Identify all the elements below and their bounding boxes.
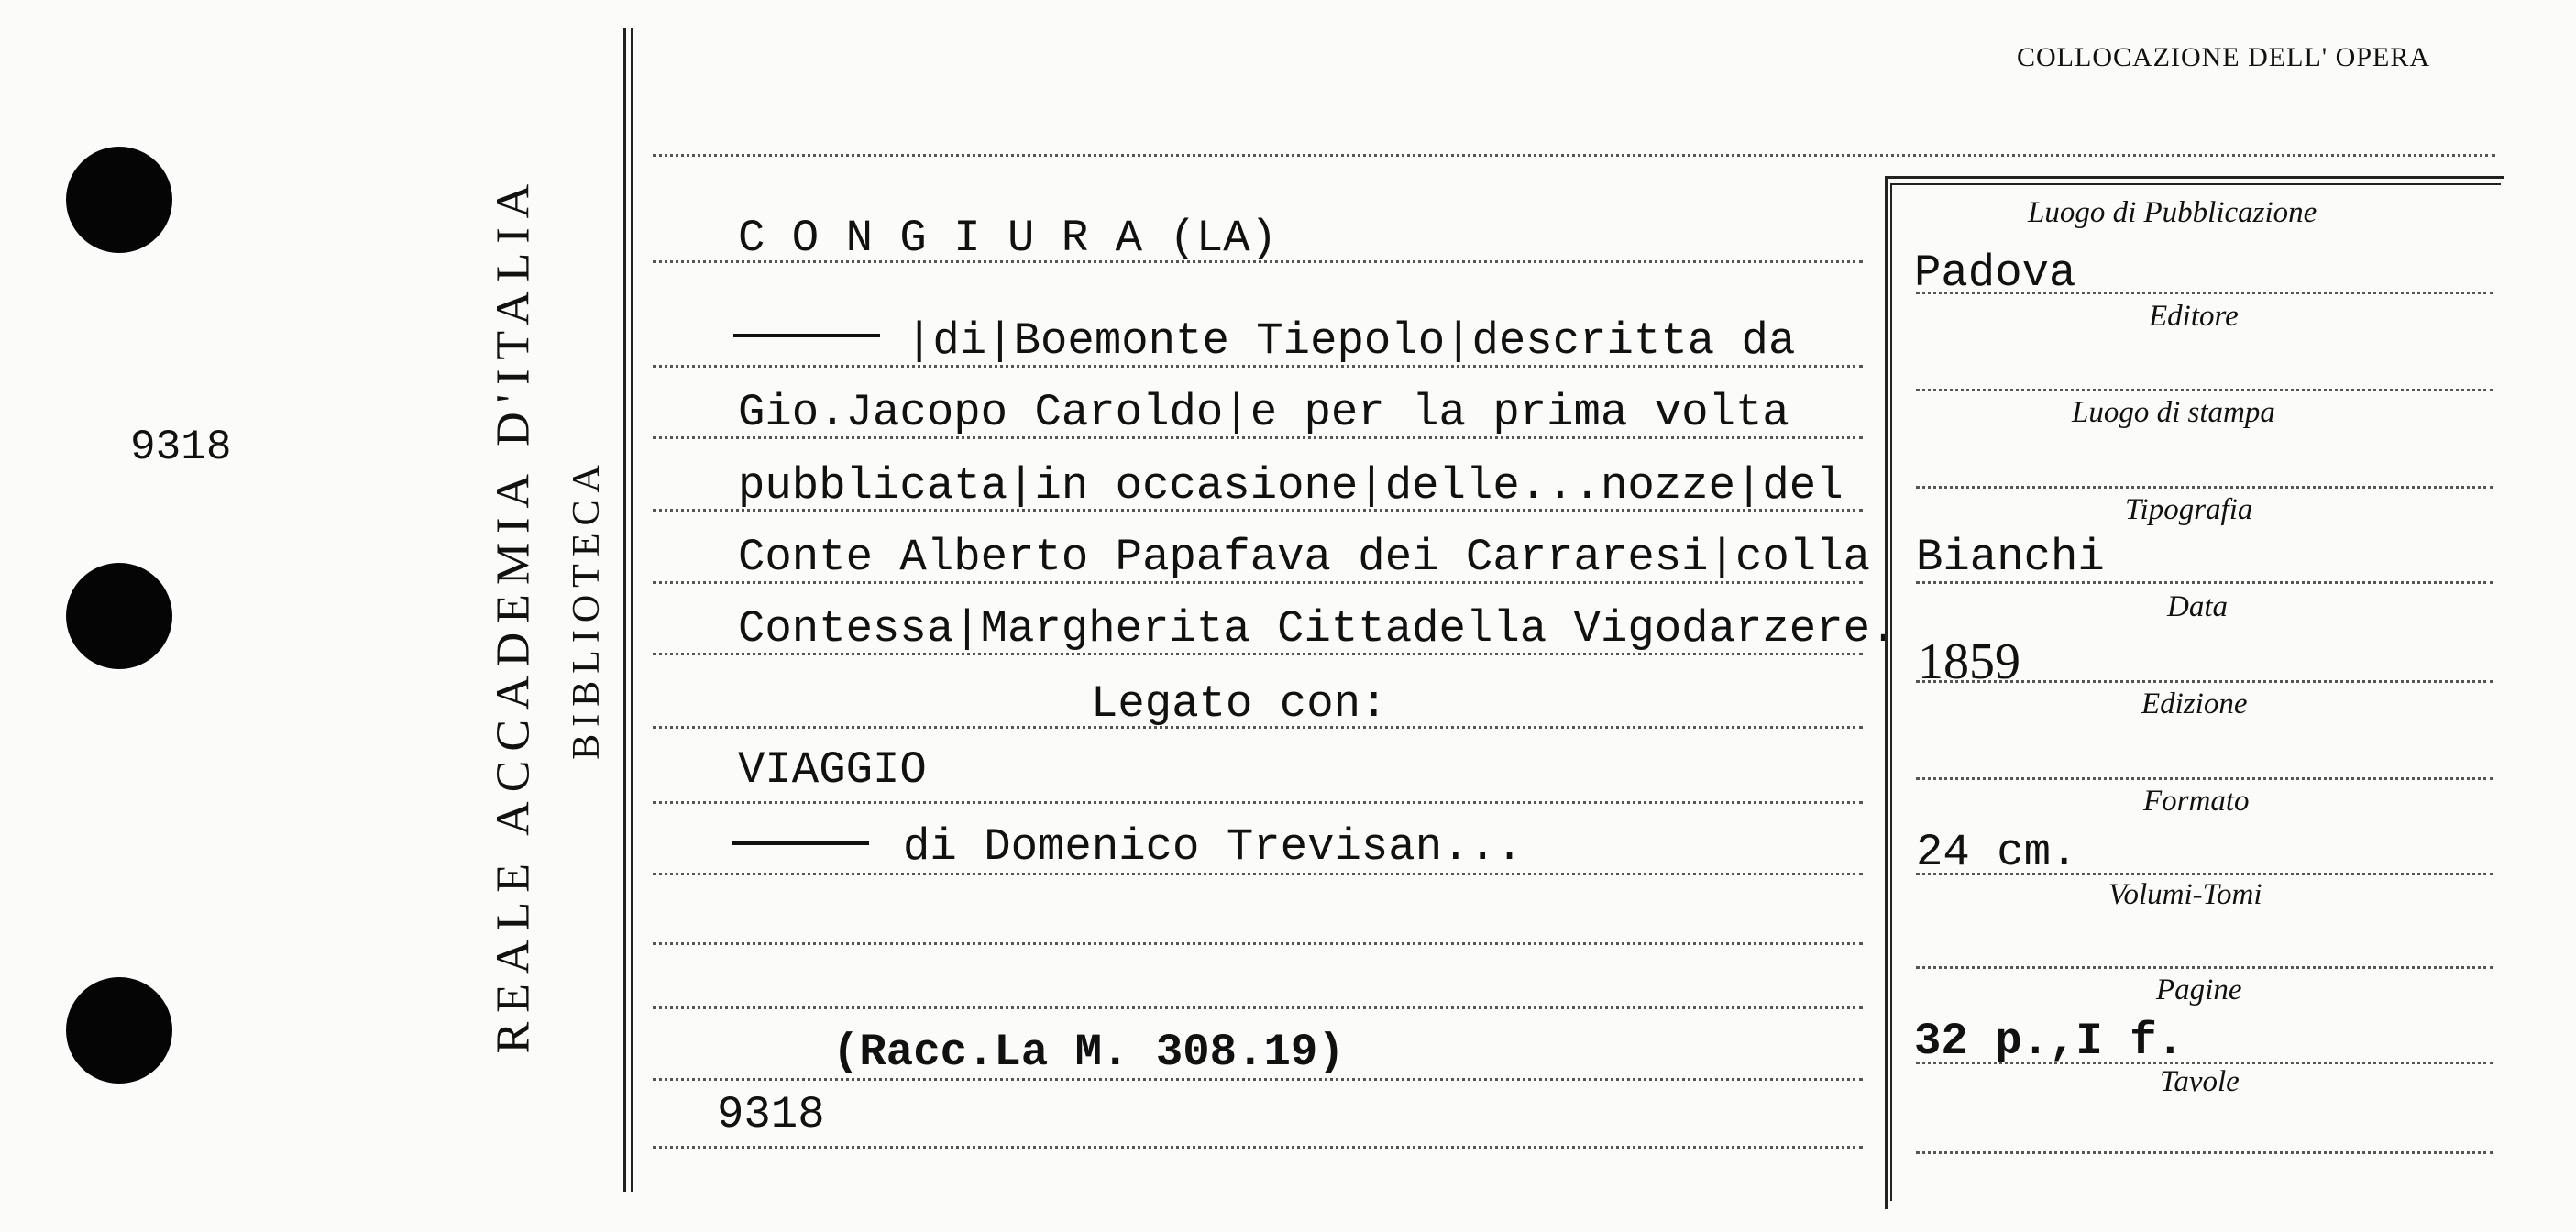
punch-hole-top — [66, 147, 172, 253]
bound-with-label: Legato con: — [1091, 678, 1388, 730]
dash-rule — [733, 334, 880, 337]
ruled-line — [653, 1078, 1863, 1081]
field-label-plates: Tavole — [2160, 1065, 2240, 1098]
ruled-line — [653, 1146, 1863, 1149]
field-line — [1916, 1062, 2493, 1064]
field-value-place: Padova — [1914, 248, 2076, 299]
field-label-date: Data — [2167, 590, 2228, 623]
field-label-print-place: Luogo di stampa — [2072, 396, 2275, 429]
punch-hole-middle — [66, 563, 172, 669]
field-line — [1916, 777, 2493, 780]
entry-line-3: Gio.Jacopo Caroldo|e per la prima volta — [738, 387, 1789, 438]
field-label-place: Luogo di Pubblicazione — [2028, 196, 2317, 229]
second-title: VIAGGIO — [738, 744, 927, 796]
library-name: BIBLIOTECA — [566, 457, 608, 760]
ruled-line — [653, 801, 1863, 804]
field-line — [1916, 873, 2493, 875]
institution-name: REALE ACCADEMIA D'ITALIA — [487, 174, 540, 1054]
field-label-printer: Tipografia — [2125, 493, 2253, 526]
field-value-pages: 32 p.,I f. — [1914, 1016, 2185, 1067]
left-margin-rule — [623, 28, 626, 1192]
field-line — [1916, 389, 2493, 391]
side-number: 9318 — [130, 424, 232, 471]
shelf-location-header: COLLOCAZIONE DELL' OPERA — [2017, 42, 2431, 72]
box-inner-rule — [1890, 183, 2501, 185]
field-value-date: 1859 — [1918, 633, 2020, 690]
field-label-volumes: Volumi-Tomi — [2108, 878, 2262, 911]
collection-reference: (Racc.La M. 308.19) — [832, 1027, 1345, 1078]
left-margin-rule-inner — [631, 28, 633, 1192]
entry-title: C O N G I U R A (LA) — [738, 213, 1278, 264]
field-line — [1916, 1151, 2493, 1154]
entry-line-2: |di|Boemonte Tiepolo|descritta da — [906, 315, 1796, 367]
entry-line-6: Contessa|Margherita Cittadella Vigodarzere. — [738, 603, 1898, 654]
field-value-printer: Bianchi — [1916, 532, 2105, 583]
ruled-line — [653, 873, 1863, 875]
entry-line-4: pubblicata|in occasione|delle...nozze|del — [738, 460, 1844, 512]
punch-hole-bottom — [66, 977, 172, 1084]
field-line — [1916, 581, 2493, 584]
field-line — [1916, 486, 2493, 489]
box-inner-rule-vertical — [1890, 183, 1892, 1201]
entry-number: 9318 — [717, 1089, 825, 1140]
field-line — [1916, 680, 2493, 683]
field-label-pages: Pagine — [2156, 974, 2242, 1006]
field-label-edition: Edizione — [2141, 688, 2248, 720]
entry-line-5: Conte Alberto Papafava dei Carraresi|colla — [738, 532, 1871, 583]
field-label-publisher: Editore — [2149, 300, 2239, 333]
field-line — [1916, 966, 2493, 969]
field-value-format: 24 cm. — [1916, 827, 2078, 878]
ruled-line — [653, 1006, 1863, 1009]
field-line — [1916, 292, 2493, 294]
ruled-line — [653, 154, 2495, 157]
dash-rule — [732, 842, 869, 845]
ruled-line — [653, 942, 1863, 945]
field-label-format: Formato — [2143, 785, 2250, 818]
second-author: di Domenico Trevisan... — [903, 821, 1524, 873]
